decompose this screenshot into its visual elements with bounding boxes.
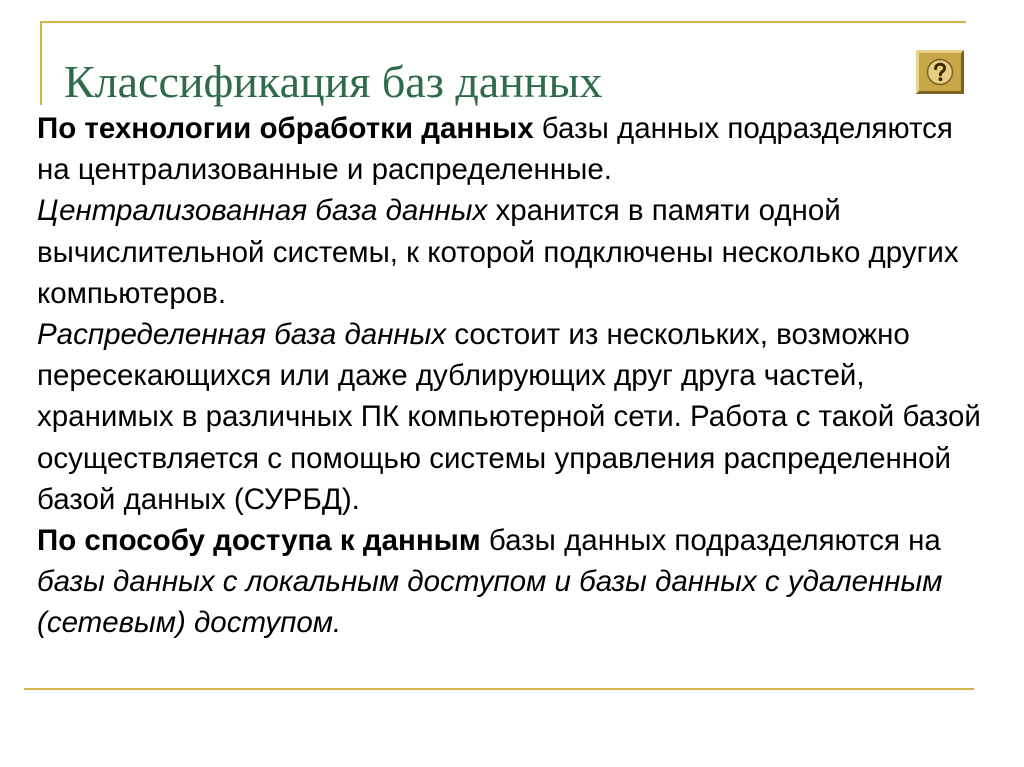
bottom-decorative-rule — [24, 688, 974, 690]
paragraph-distributed-db — [37, 314, 987, 520]
paragraph-text: базы данных подразделяются на централизованные и распределенные. — [37, 112, 953, 187]
paragraph-access-method — [37, 520, 987, 644]
paragraph-centralized-db — [37, 190, 987, 314]
slide-body — [37, 108, 987, 644]
paragraph-text: хранится в памяти одной вычислительной системы, к которой подключены несколько других компьютеров. — [37, 194, 959, 310]
term-local-access-db: базы данных с локальным доступом — [37, 565, 547, 599]
paragraph-text: состоит из нескольких, возможно пересекающихся или даже дублирующих друг друга частей, хранимых в различных ПК компьютерной сети. Работа с такой базой осуществляется с помощью системы управления распределенной базой данных (СУРБД). — [37, 318, 981, 516]
term-processing-technology: По технологии обработки данных — [37, 112, 534, 145]
help-button[interactable] — [916, 50, 964, 94]
top-decorative-rule — [40, 21, 966, 23]
question-mark-icon — [925, 57, 955, 87]
term-access-method: По способу доступа к данным — [37, 524, 481, 558]
left-decorative-rule — [40, 21, 42, 105]
paragraph-processing-technology — [37, 108, 987, 190]
term-remote-access-db: и базы данных с удаленным (сетевым) доступом. — [37, 565, 943, 640]
paragraph-text — [546, 565, 554, 598]
term-distributed-db: Распределенная база данных — [37, 318, 447, 352]
slide-title: Классификация баз данных — [64, 56, 603, 107]
term-centralized-db: Централизованная база данных — [37, 194, 488, 228]
paragraph-text: базы данных подразделяются на — [480, 524, 941, 558]
